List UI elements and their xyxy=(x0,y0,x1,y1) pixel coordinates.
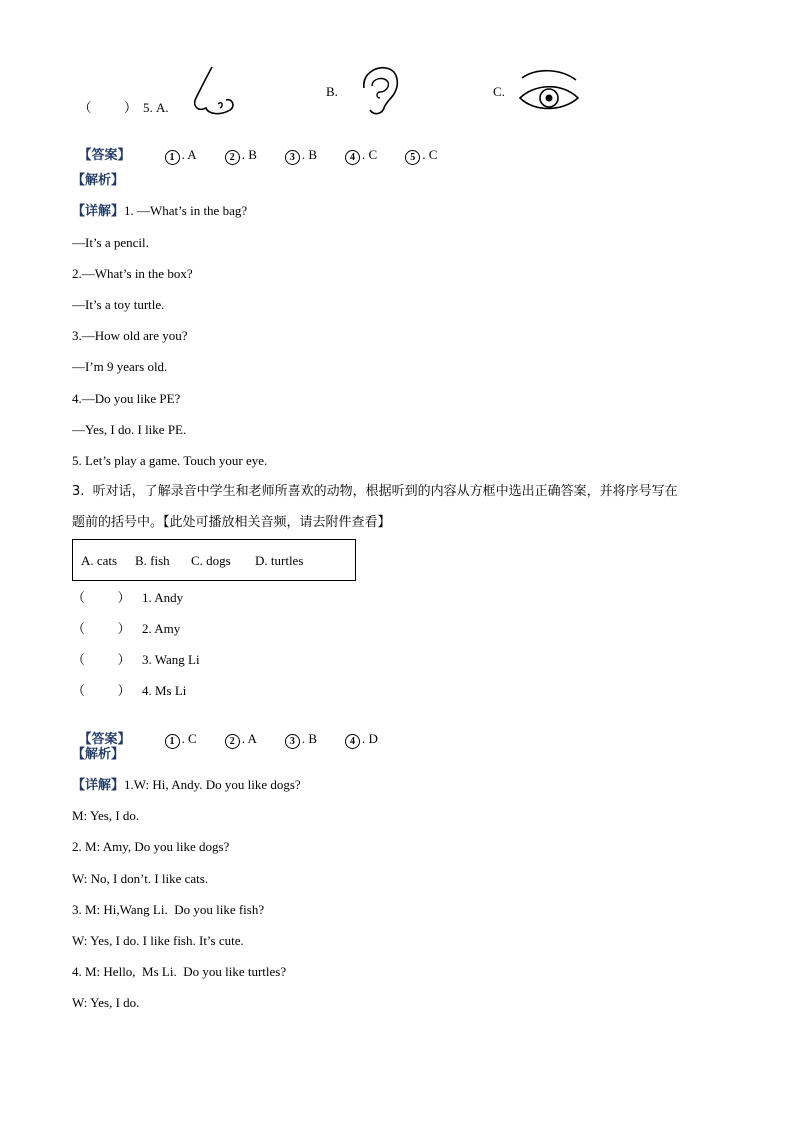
detail-line: —I’m 9 years old. xyxy=(72,359,168,374)
detail-line: 5. Let’s play a game. Touch your eye. xyxy=(72,453,268,468)
detail-line: 3.—How old are you? xyxy=(72,328,188,343)
answer-value: . B xyxy=(301,731,318,746)
answer-row-1 xyxy=(72,131,465,165)
detail-line: W: No, I don’t. I like cats. xyxy=(72,871,209,886)
option-c: C. dogs xyxy=(191,553,231,568)
analysis-heading: 【解析】 xyxy=(72,746,125,761)
answer-parentheses: （ ） xyxy=(78,100,138,115)
detail-tag: 【详解】 xyxy=(72,777,125,792)
detail-text: 1.W: Hi, Andy. Do you like dogs? xyxy=(124,777,301,792)
question-item xyxy=(72,652,200,668)
detail-line: —Yes, I do. I like PE. xyxy=(72,422,187,437)
option-d: D. turtles xyxy=(255,553,304,568)
answer-value: . D xyxy=(362,731,378,746)
answer-tag: 【答案】 xyxy=(78,147,131,162)
answer-value: . C xyxy=(181,731,197,746)
detail-line: M: Yes, I do. xyxy=(72,808,140,823)
detail-tag: 【详解】 xyxy=(72,203,125,218)
eye-icon xyxy=(516,68,582,118)
nose-icon xyxy=(188,64,240,116)
circled-number: 1 xyxy=(165,150,180,165)
question-5-row xyxy=(72,84,169,116)
option-c-label: C. xyxy=(493,84,505,99)
answer-value: . C xyxy=(362,147,378,162)
option-b-label: B. xyxy=(326,84,338,99)
detail-line: W: Yes, I do. xyxy=(72,995,140,1010)
answer-value: . A xyxy=(241,731,257,746)
detail-line: 2.—What’s in the box? xyxy=(72,266,193,281)
question-item-label: 3. Wang Li xyxy=(142,652,200,667)
circled-number: 4 xyxy=(345,150,360,165)
question-item-label: 4. Ms Li xyxy=(142,683,187,698)
answer-parentheses: （ ） xyxy=(72,683,131,698)
ear-icon xyxy=(356,64,404,116)
circled-number: 2 xyxy=(225,150,240,165)
option-b: B. fish xyxy=(135,553,170,568)
circled-number: 1 xyxy=(165,734,180,749)
detail-line: 4.—Do you like PE? xyxy=(72,391,181,406)
detail-line: —It’s a pencil. xyxy=(72,235,149,250)
question-3-instruction: 题前的括号中。【此处可播放相关音频，请去附件查看】 xyxy=(72,515,391,530)
question-item xyxy=(72,621,180,637)
detail-line xyxy=(72,777,301,793)
detail-text: 1. —What’s in the bag? xyxy=(124,203,248,218)
answer-value: . B xyxy=(241,147,257,162)
circled-number: 4 xyxy=(345,734,360,749)
answer-tag: 【答案】 xyxy=(78,731,131,746)
detail-line: W: Yes, I do. I like fish. It’s cute. xyxy=(72,933,244,948)
circled-number: 2 xyxy=(225,734,240,749)
answer-parentheses: （ ） xyxy=(72,621,131,636)
circled-number: 3 xyxy=(285,150,300,165)
question-item xyxy=(72,683,186,699)
question-item-label: 2. Amy xyxy=(142,621,181,636)
answer-value: . A xyxy=(181,147,197,162)
analysis-heading: 【解析】 xyxy=(72,172,125,187)
question-5-label: 5. A. xyxy=(143,100,169,115)
detail-line: 4. M: Hello, Ms Li. Do you like turtles? xyxy=(72,964,287,979)
question-item-label: 1. Andy xyxy=(142,590,184,605)
answer-value: . B xyxy=(301,147,318,162)
detail-line xyxy=(72,203,247,219)
answer-parentheses: （ ） xyxy=(72,590,131,605)
answer-parentheses: （ ） xyxy=(72,652,131,667)
circled-number: 3 xyxy=(285,734,300,749)
detail-line: 3. M: Hi,Wang Li. Do you like fish? xyxy=(72,902,265,917)
answer-value: . C xyxy=(422,147,438,162)
circled-number: 5 xyxy=(405,150,420,165)
answer-row-2 xyxy=(72,715,406,749)
detail-line: —It’s a toy turtle. xyxy=(72,297,165,312)
detail-line: 2. M: Amy, Do you like dogs? xyxy=(72,839,230,854)
question-3-instruction: 3. 听对话，了解录音中学生和老师所喜欢的动物，根据听到的内容从方框中选出正确答案，并将序号写在 xyxy=(72,484,678,499)
options-box xyxy=(72,539,356,581)
question-item xyxy=(72,590,183,606)
option-a: A. cats xyxy=(81,553,118,568)
